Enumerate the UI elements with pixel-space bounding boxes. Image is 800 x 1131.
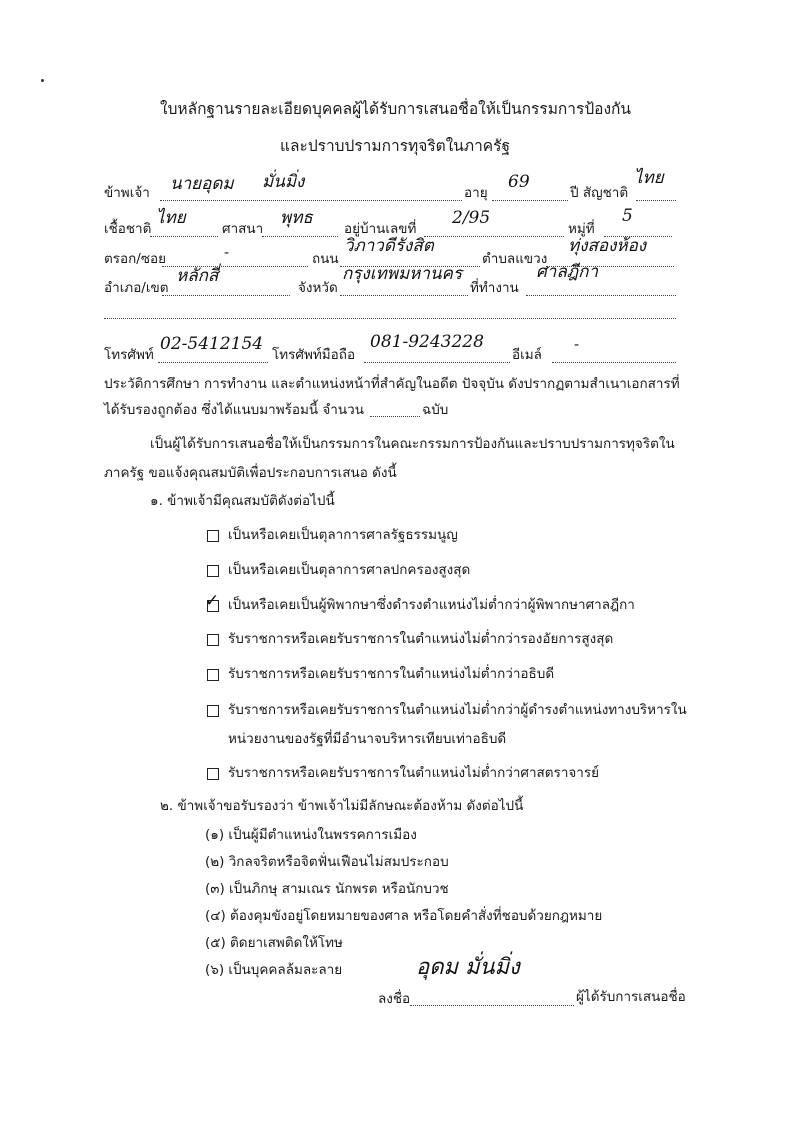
qual-checkbox-5[interactable] [207,669,219,681]
prohibitions-heading: ๒. ข้าพเจ้าขอรับรองว่า ข้าพเจ้าไม่มีลักษณะต้องห้าม ดังต่อไปนี้ [160,798,524,814]
age-value: 69 [508,172,530,192]
province-line [340,295,468,296]
qual-item-4: รับราชการหรือเคยรับราชการในตำแหน่งไม่ต่ำกว่ารองอัยการสูงสุด [228,631,614,647]
house-no-value: 2/95 [452,208,491,228]
religion-label: ศาสนา [222,221,264,237]
age-line [492,200,568,201]
first-name-value: นายอุดม [170,174,234,194]
moo-value: 5 [622,206,633,226]
religion-value: พุทธ [280,208,313,228]
religion-line [262,236,338,237]
signature-label: ลงชื่อ [378,991,411,1007]
mobile-line [364,362,510,363]
qual-item-2: เป็นหรือเคยเป็นตุลาการศาลปกครองสูงสุด [228,562,471,578]
copies-line [370,416,420,417]
signature-suffix: ผู้ได้รับการเสนอชื่อ [576,989,686,1005]
district-value: หลักสี่ [176,266,219,286]
prohibition-item-1: (๑) เป็นผู้มีตำแหน่งในพรรคการเมือง [205,827,417,843]
name-line [160,200,462,201]
title-line-2: และปราบปรามการทุจริตในภาครัฐ [280,137,511,155]
moo-label: หมู่ที่ [568,221,595,237]
title-line-1: ใบหลักฐานรายละเอียดบุคคลผู้ได้รับการเสนอชื่อให้เป็นกรรมการป้องกัน [160,100,632,118]
history-line-2: ได้รับรองถูกต้อง ซึ่งได้แนบมาพร้อมนี้ จำนวน [104,402,364,418]
qual-item-1: เป็นหรือเคยเป็นตุลาการศาลรัฐธรรมนูญ [228,527,458,543]
qual-item-6-cont: หน่วยงานของรัฐที่มีอำนาจบริหารเทียบเท่าอธิบดี [228,731,507,747]
workplace-line [526,295,676,296]
workplace-value: ศาลฎีกา [536,262,599,282]
prohibition-item-4: (๔) ต้องคุมขังอยู่โดยหมายของศาล หรือโดยคำสั่งที่ชอบด้วยกฎหมาย [205,908,603,924]
road-label: ถนน [312,251,339,267]
qual-item-7: รับราชการหรือเคยรับราชการในตำแหน่งไม่ต่ำกว่าศาสตราจารย์ [228,765,600,781]
prohibition-item-2: (๒) วิกลจริตหรือจิตฟั่นเฟือนไม่สมประกอบ [205,854,449,870]
phone-value: 02-5412154 [160,334,264,354]
race-label: เชื้อชาติ [104,221,152,237]
road-value: วิภาวดีรังสิต [344,236,434,256]
handwritten-signature: อุดม มั่นมิ่ง [416,955,520,980]
qual-checkbox-6[interactable] [207,705,219,717]
history-line-1: ประวัติการศึกษา การทำงาน และตำแหน่งหน้าที่สำคัญในอดีต ปัจจุบัน ดังปรากฏตามสำเนาเอกสารที่ [104,376,680,392]
mobile-label: โทรศัพท์มือถือ [272,347,356,363]
prohibition-item-6: (๖) เป็นบุคคลล้มละลาย [205,962,343,978]
nationality-line [636,200,676,201]
email-label: อีเมล์ [512,347,542,363]
district-line [162,295,290,296]
signature-line [410,1005,574,1006]
name-label: ข้าพเจ้า [104,185,150,201]
scan-speck [41,79,44,82]
subdistrict-label: ตำบลแขวง [482,251,548,267]
qual-checkbox-4[interactable] [207,634,219,646]
qual-checkbox-1[interactable] [207,530,219,542]
history-unit: ฉบับ [422,402,449,418]
age-unit-label: ปี สัญชาติ [570,185,629,201]
qual-checkbox-7[interactable] [207,768,219,780]
phone-label: โทรศัพท์ [104,347,154,363]
soi-value: - [224,243,230,261]
qual-item-3: เป็นหรือเคยเป็นผู้พิพากษาซึ่งดำรงตำแหน่งไม่ต่ำกว่าผู้พิพากษาศาลฎีกา [228,597,635,613]
nominee-line-1: เป็นผู้ได้รับการเสนอชื่อให้เป็นกรรมการในคณะกรรมการป้องกันและปราบปรามการทุจริตใน [150,436,675,452]
mobile-value: 081-9243228 [370,332,484,352]
qual-item-6: รับราชการหรือเคยรับราชการในตำแหน่งไม่ต่ำกว่าผู้ดำรงตำแหน่งทางบริหารใน [228,702,687,718]
extra-address-line [104,318,676,319]
age-label: อายุ [464,185,488,201]
province-label: จังหวัด [298,280,338,296]
prohibition-item-5: (๕) ติดยาเสพติดให้โทษ [205,935,343,951]
prohibition-item-3: (๓) เป็นภิกษุ สามเณร นักพรต หรือนักบวช [205,881,449,897]
nominee-line-2: ภาครัฐ ขอแจ้งคุณสมบัติเพื่อประกอบการเสนอ ดังนี้ [104,465,397,481]
workplace-label: ที่ทำงาน [470,280,519,296]
subdistrict-value: ทุ่งสองห้อง [568,236,647,256]
last-name-value: มั่นมิ่ง [262,172,305,192]
qual-checkbox-2[interactable] [207,565,219,577]
address-line [424,236,564,237]
race-value: ไทย [156,208,186,228]
phone-line [158,362,268,363]
address-label: อยู่บ้านเลขที่ [344,221,417,237]
district-label: อำเภอ/เขต [104,280,169,296]
race-line [150,236,218,237]
qual-checkbox-3[interactable] [205,591,220,612]
qual-item-5: รับราชการหรือเคยรับราชการในตำแหน่งไม่ต่ำกว่าอธิบดี [228,666,555,682]
qualifications-heading: ๑. ข้าพเจ้ามีคุณสมบัติดังต่อไปนี้ [150,493,335,509]
soi-label: ตรอก/ซอย [104,251,167,267]
province-value: กรุงเทพมหานคร [342,264,463,284]
email-line [552,362,676,363]
email-value: - [574,335,580,353]
nationality-value: ไทย [634,168,664,188]
check-mark-icon: ✓ [205,591,220,611]
